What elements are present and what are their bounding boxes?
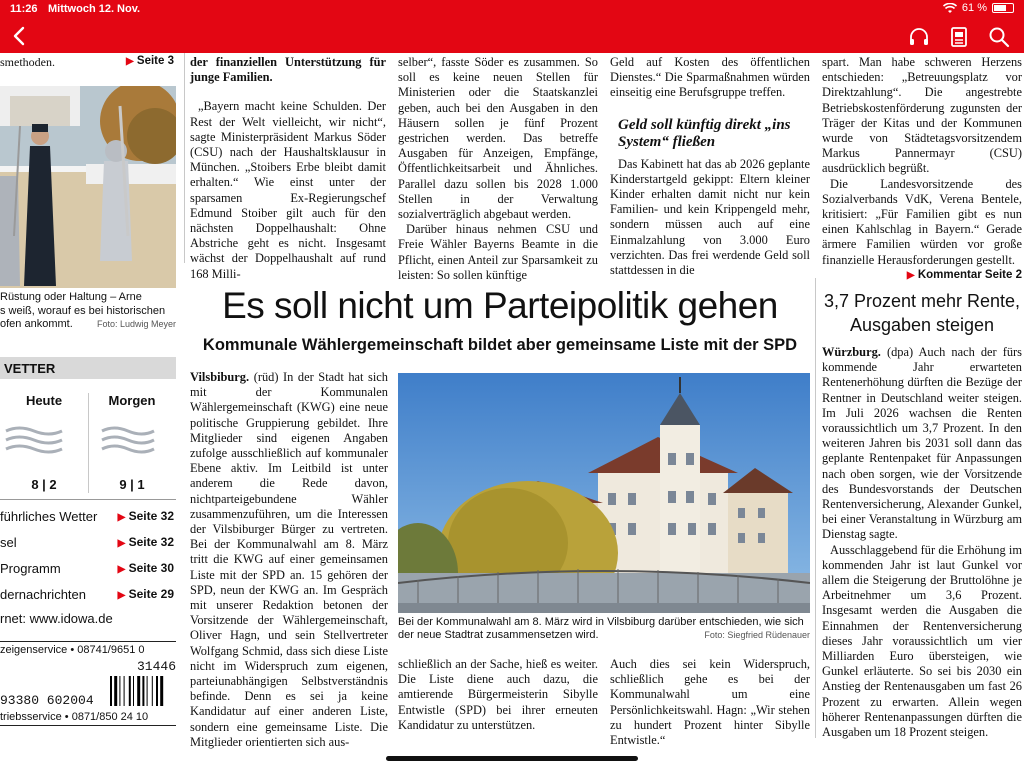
service-rule-bottom <box>0 725 176 726</box>
headphones-icon[interactable] <box>908 26 930 48</box>
status-bar <box>0 0 1024 20</box>
index-list <box>0 509 176 613</box>
arrow-right-icon: ▶ <box>117 590 126 601</box>
weather-today-label: Heute <box>25 393 63 408</box>
status-time: 11:26 <box>10 3 38 15</box>
column-rule <box>184 53 185 263</box>
barcode-top-number: 31446 <box>136 659 176 674</box>
service-rule <box>0 641 176 642</box>
photo-caption: Bei der Kommunalwahl am 8. März wird in Vilsbiburg darüber entschieden, wie sich der neue Stadtrat zusammensetzen wird. Foto: Siegfried Rüdenauer <box>398 616 810 641</box>
left-teaser-ref[interactable]: Seite 3 <box>136 55 174 67</box>
index-ref-text: Seite 30 <box>128 561 174 575</box>
ad-service-line: zeigenservice • 08741/9651 0 <box>0 644 145 656</box>
main-subheadline: Kommunale Wählergemeinschaft bildet aber gemeinsame Liste mit der SPD <box>202 336 798 354</box>
reader-toolbar <box>0 20 1024 53</box>
index-item-ref[interactable] <box>118 587 174 601</box>
index-item[interactable] <box>0 561 176 587</box>
internet-line[interactable]: rnet: www.idowa.de <box>0 611 113 626</box>
left-teaser-text: smethoden. ▶ Seite 3 <box>0 55 174 69</box>
main-headline[interactable]: Es soll nicht um Parteipolitik gehen <box>222 285 778 326</box>
top-article-col2: der finanziellen Unterstützung für junge Familien. „Bayern macht keine Schulden. Der Rest der Welt vielleicht, wir nicht“, sagte Ministerpräsident Markus Söder (CSU) nach der Haushaltsklausur in München. „Stoibers Erbe bleibt damit erhalten.“ Wie einst unter der sparsamen Ex-Regierungschef Edmund Stoiber gilt auch für den nächsten Doppelhaushalt: Ohne Abstriche geht es nicht. Insgesamt wächst der Doppelhaushalt auf rund 168 Milli- <box>190 55 386 281</box>
index-item-label: Programm <box>0 561 61 576</box>
weather-bottom-rule <box>0 499 176 500</box>
side-article-headline[interactable]: 3,7 Prozent mehr Rente, Ausgaben steigen <box>823 291 1021 335</box>
weather-tomorrow-temp: 9 | 1 <box>119 477 145 492</box>
fog-icon <box>4 425 64 455</box>
index-item[interactable] <box>0 509 176 535</box>
barcode-icon <box>110 676 176 706</box>
knights-photo <box>0 86 176 288</box>
newspaper-page[interactable] <box>0 53 1024 768</box>
comment-ref[interactable]: Kommentar Seite 2 <box>917 268 1022 281</box>
weather-header: VETTER <box>0 357 176 379</box>
search-icon[interactable] <box>988 26 1010 48</box>
index-item[interactable] <box>0 535 176 561</box>
vilsbiburg-photo <box>398 373 810 613</box>
business-service-line: triebsservice • 0871/850 24 10 <box>0 711 149 723</box>
arrow-right-icon: ▶ <box>117 538 126 549</box>
column-rule <box>815 278 816 738</box>
status-indicators <box>943 2 1014 14</box>
main-article-col1: Vilsbiburg. (rüd) In der Stadt hat sich mit der Kommunalen Wählergemeinschaft (KWG) eine neue politische Gruppierung gebildet. Ihre Mitglieder sind eigenen Angaben zufolge ausschließlich auf kommunaler Ebene aktiv. Im Leitbild ist unter anderem die Rede davon, nichtparteigebundene Wähler zusammenzuführen, um die Interessen der Vilsbiburger Bürger zu vertreten. Bei der Kommunalwahl am 8. März tritt die KWG auf einer gemeinsamen Liste mit der SPD an. 15 gehören der SPD, neun der KWG an. Im Gespräch mit unserer Redaktion betonen der Vorsitzende der Wählergemeinschaft, Oliver Hagn, und sein Stellvertreter Wolfgang Schmid, dass sich diese Liste nicht im Widerspruch zum eigenen, parteiunabhängigen Selbstverständnis befinde. Denn es sei ja keine Kandidatur auf einer anderen Liste, sondern eine gemeinsame Liste. Die Mitglieder orientierten sich aus- <box>190 370 388 749</box>
main-article-col3: Auch dies sei kein Widerspruch, schließlich gehe es bei der Kommunalwahl um eine Persönlichkeitswahl. Hagn: „Wir stehen zu hundert Prozent hinter Sibylle Entwistle.“ <box>610 657 810 748</box>
index-item-label: dernachrichten <box>0 587 86 602</box>
battery-icon <box>992 3 1014 13</box>
weather-tomorrow-label: Morgen <box>108 393 156 408</box>
index-item[interactable] <box>0 587 176 613</box>
battery-percent: 61 % <box>961 2 987 14</box>
index-ref-text: Seite 32 <box>128 535 174 549</box>
index-item-label: sel <box>0 535 17 550</box>
home-indicator[interactable] <box>386 756 638 761</box>
main-article-col2: schließlich an der Sache, hieß es weiter. Die Liste diene auch dazu, die amtierende Bürgermeisterin Sibylle Entwistle (SPD) bei ihrer erneuten Kandidatur zu unterstützen. <box>398 657 598 732</box>
side-article-text: Würzburg. (dpa) Auch nach der fürs kommende Jahr erwarteten Rentenerhöhung dürften die Bezüge der Rentner in Deutschland weiter steigen. Im Juli 2026 wachsen die Renten voraussichtlich um 3,7 Prozent. In den weiteren Jahren bis 2031 soll dann das geplante Rentenpaket für Anpassungen nach oben sorgen, wie der Vorsitzende des Bundesvorstands der Deutschen Rentenversicherung, Alexander Gunkel, bei einer Veranstaltung in Würzburg am Dienstag sagte. Ausschlaggebend für die Erhöhung im kommenden Jahr ist laut Gunkel vor allem die Steigerung der Bruttolöhne je Arbeitnehmer um 3,6 Prozent. Insgesamt werden die Ausgaben die Einnahmen der Rentenversicherung dieses Jahr voraussichtlich um vier Milliarden Euro übersteigen, wie Gunkel erläuterte. So sei bis 2030 ein Anstieg der Rentenausgaben um fast 26 Prozent zu erwarten. Allein wegen höherer Rentenanpassungen dürften die Ausgaben um 18 Prozent steigen. <box>822 345 1022 740</box>
arrow-right-icon: ▶ <box>117 512 126 523</box>
knights-caption: Rüstung oder Haltung – Arne s weiß, worauf es bei historischen ofen ankommt. Foto: Ludwig Meyer <box>0 291 176 330</box>
index-item-ref[interactable] <box>118 509 174 523</box>
back-chevron-icon[interactable] <box>10 25 30 47</box>
index-ref-text: Seite 29 <box>128 587 174 601</box>
page-view-icon[interactable] <box>948 26 970 48</box>
weather-today-temp: 8 | 2 <box>31 477 57 492</box>
top-article-col5: spart. Man habe schweren Herzens entschieden: „Betreuungsplatz vor Direktzahlung“. Die angestrebte Betriebskostenförderung zugunsten der Träger der Kitas und der Kommunen wurde von Städtetagsvorsitzendem Markus Pannermayr (CSU) ausdrücklich begrüßt. Die Landesvorsitzende des Sozialverbands VdK, Verena Bentele, kritisiert: „Für Familien gibt es nun einen Kahlschlag in Bayern.“ Gerade ärmere Familien würden vor große finanzielle Herausforderungen gestellt. ▶ Kommentar Seite 2 <box>822 55 1022 281</box>
top-article-subheading: Geld soll künftig direkt „ins System“ fließen <box>618 116 791 150</box>
top-article-col3: selber“, fasste Söder es zusammen. So soll es keine neuen Stellen für Ministerien oder die Staatskanzlei geben, auch bei den Ausgaben in den Häusern sollen je fünf Prozent gestrichen werden. Das betreffe Ausgaben für Anzeigen, Empfänge, Öffentlichkeitsarbeit und Ähnliches. Parallel dazu sollen bis 2028 1.000 Stellen in der Verwaltung sozialverträglich abgebaut werden. Darüber hinaus nehmen CSU und Freie Wähler Bayerns Beamte in die Pflicht, einen Anteil zur Sparsamkeit zu leisten: So sollen künftige <box>398 55 598 282</box>
index-item-ref[interactable] <box>118 561 174 575</box>
index-item-ref[interactable] <box>118 535 174 549</box>
fog-icon <box>100 425 156 455</box>
index-item-label: führliches Wetter <box>0 509 98 524</box>
top-article-col4: Geld auf Kosten des öffentlichen Dienstes.“ Die Sparmaßnahmen würden einseitig eine Berufsgruppe treffen. Geld soll künftig direkt „ins System“ fließen Das Kabinett hat das ab 2026 geplante Kinderstartgeld gekippt: Eltern kleiner Kinder erhalten damit nicht nur kein Familien- und kein Krippengeld mehr, sondern müssen auch auf eine Einmalzahlung von 3.000 Euro verzichten. Das frei werdende Geld soll stattdessen in die <box>610 55 810 278</box>
wifi-icon <box>943 3 957 14</box>
arrow-right-icon: ▶ <box>117 564 126 575</box>
barcode-number: 93380 602004 <box>0 693 94 708</box>
status-date: Mittwoch 12. Nov. <box>48 3 141 15</box>
index-ref-text: Seite 32 <box>128 509 174 523</box>
